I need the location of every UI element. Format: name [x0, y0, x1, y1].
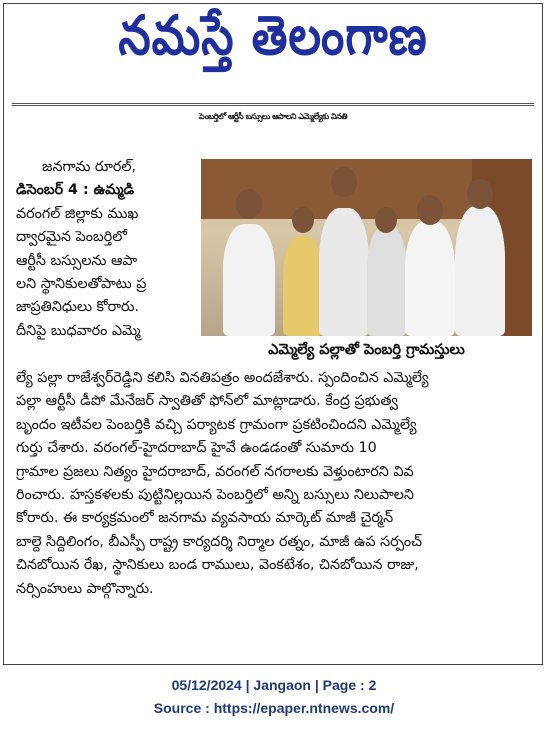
article-line: బృందం ఇటీవల పెంబర్తికి వచ్చి పర్యాటక గ్రామంగా ప్రకటించిందని ఎమ్మెల్యే — [16, 416, 417, 433]
article-line: నర్సింహులు పాల్గొన్నారు. — [16, 580, 154, 597]
article-line: దీనిపై బుధవారం ఎమ్మె — [16, 322, 141, 339]
masthead-logo-text: నమస్తే తెలంగాణ — [118, 3, 428, 67]
clip-date-edition-page: 05/12/2024 | Jangaon | Page : 2 — [171, 677, 377, 693]
article-line: ద్వారమైన పెంబర్తిలో — [16, 229, 127, 246]
article-photo — [201, 159, 532, 336]
article-line: పల్లా ఆర్టీసీ డీపో మేనేజర్ స్వాతితో ఫోన్‌లో మాట్లాడారు. కేంద్ర ప్రభుత్వ — [16, 393, 398, 410]
news-clipping — [3, 3, 543, 665]
article-line: ల్యే పల్లా రాజేశ్వర్‌రెడ్డిని కలిసి వినతిపత్రం అందజేశారు. స్పందించిన ఎమ్మెల్యే — [16, 370, 429, 386]
article-body — [16, 367, 530, 601]
article-line: జనగామ రూరల్, — [42, 159, 137, 175]
article-line: ఆర్టీసీ బస్సులను ఆపా — [16, 252, 138, 269]
article-line: బాల్దె సిద్దిలింగం, బీఎస్పీ రాష్ట్ర కార్యదర్శి నిర్మాల రత్నం, మాజీ ఉప సర్పంచ్ — [16, 533, 422, 550]
article-line: గ్రామాల ప్రజలు నిత్యం హైదరాబాద్, వరంగల్ నగరాలకు వెళ్తుంటారని వివ — [16, 463, 414, 480]
article-line: డిసెంబర్ 4 : ఉమ్మడి — [16, 182, 135, 199]
article-line: జాప్రతినిధులు కోరారు. — [16, 299, 139, 316]
article-left-column — [16, 156, 191, 343]
article-line: లని స్థానికులతోపాటు ప్ర — [16, 276, 147, 293]
article-line: చినబోయిన రేఖ, స్థానికులు బండ రాములు, వెంకటేశం, చినబోయిన రాజు, — [16, 557, 419, 574]
masthead-divider-top — [12, 103, 534, 104]
article-line: కోరారు. ఈ కార్యక్రమంలో జనగామ వ్యవసాయ మార్కెట్ మాజీ చైర్మన్ — [16, 510, 394, 527]
masthead-divider-bottom — [12, 105, 534, 106]
newspaper-masthead-logo — [4, 4, 542, 80]
article-line: గుర్తు చేశారు. వరంగల్-హైదరాబాద్ హైవే ఉండడంతో సుమారు 10 — [16, 440, 377, 457]
clip-source-link: Source : https://epaper.ntnews.com/ — [153, 700, 395, 716]
article-line: వరంగల్ జిల్లాకు ముఖ — [16, 205, 139, 222]
article-headline: పెంబర్తిలో ఆర్టీసీ బస్సులు ఆపాలని ఎమ్మెల్యేకు వినతి — [199, 112, 347, 121]
photo-caption: ఎమ్మెల్యే పల్లాతో పెంబర్తి గ్రామస్తులు — [268, 342, 465, 358]
article-line: రించారు. హస్తకళలకు పుట్టినిల్లయిన పెంబర్తిలో అన్ని బస్సులు నిలుపాలని — [16, 487, 414, 504]
